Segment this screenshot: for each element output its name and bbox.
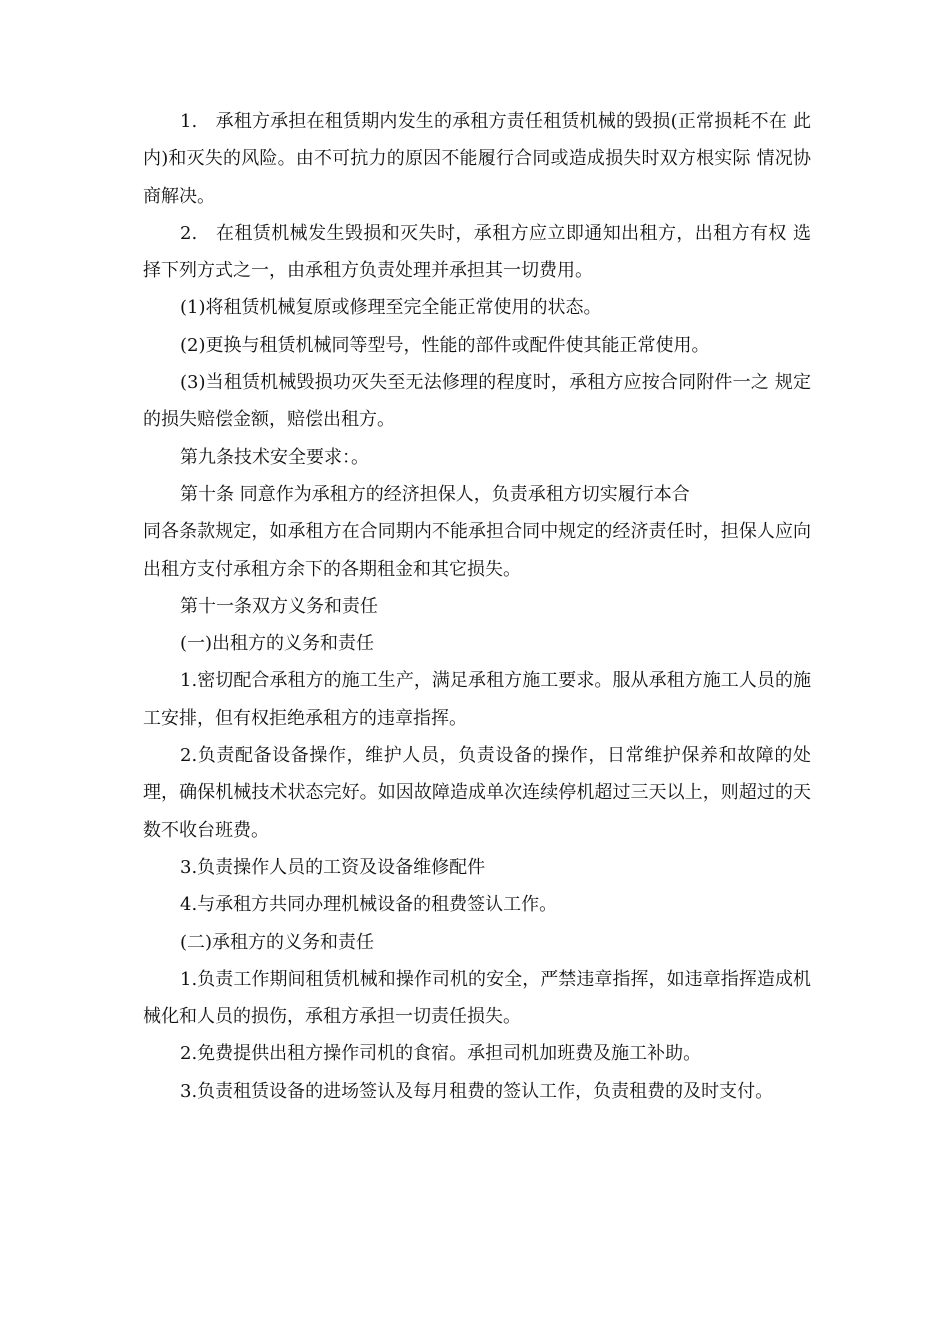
lessor-duty-1: 1.密切配合承租方的施工生产，满足承租方施工要求。服从承租方施工人员的施工安排，但有权拒绝承租方的违章指挥。 xyxy=(143,670,811,729)
lessee-duty-1: 1.负责工作期间租赁机械和操作司机的安全，严禁违章指挥，如违章指挥造成机械化和人员的损伤，承租方承担一切责任损失。 xyxy=(143,968,811,1028)
lessor-duty-4: 4.与承租方共同办理机械设备的租费签认工作。 xyxy=(180,894,558,916)
lessor-duty-3: 3.负责操作人员的工资及设备维修配件 xyxy=(180,856,486,878)
lessee-duty-2: 2.免费提供出租方操作司机的食宿。承担司机加班费及施工补助。 xyxy=(180,1043,702,1065)
option-compensate: (3)当租赁机械毁损功灭失至无法修理的程度时，承租方应按合同附件一之 规定的损失赔偿金额，赔偿出租方。 xyxy=(143,372,811,431)
option-repair: (1)将租赁机械复原或修理至完全能正常使用的状态。 xyxy=(180,297,602,319)
lessee-duties-heading: (二)承租方的义务和责任 xyxy=(180,931,375,953)
article-ten-heading: 第十条 同意作为承租方的经济担保人，负责承租方切实履行本合 xyxy=(180,483,690,505)
clause-damage-notice: 2. 在租赁机械发生毁损和灭失时，承租方应立即通知出租方，出租方有权 选择下列方式之一，由承租方负责处理并承担其一切费用。 xyxy=(143,222,811,282)
lessor-duty-2: 2.负责配备设备操作，维护人员，负责设备的操作，日常维护保养和故障的处理，确保机械技术状态完好。如因故障造成单次连续停机超过三天以上，则超过的天数不收台班费。 xyxy=(143,745,811,841)
article-nine-heading: 第九条技术安全要求：。 xyxy=(180,446,369,468)
document-body xyxy=(143,103,811,1110)
clause-damage-risk: 1. 承租方承担在租赁期内发生的承租方责任租赁机械的毁损(正常损耗不在 此内)和灭失的风险。由不可抗力的原因不能履行合同或造成损失时双方根实际 情况协商解决。 xyxy=(143,111,811,207)
article-eleven-heading: 第十一条双方义务和责任 xyxy=(180,595,378,617)
option-replace: (2)更换与租赁机械同等型号，性能的部件或配件使其能正常使用。 xyxy=(180,334,710,356)
lessee-duty-3: 3.负责租赁设备的进场签认及每月租费的签认工作，负责租费的及时支付。 xyxy=(180,1080,774,1102)
lessor-duties-heading: (一)出租方的义务和责任 xyxy=(180,633,375,655)
article-ten-body: 同各条款规定，如承租方在合同期内不能承担合同中规定的经济责任时，担保人应向出租方支付承租方余下的各期租金和其它损失。 xyxy=(143,521,811,580)
